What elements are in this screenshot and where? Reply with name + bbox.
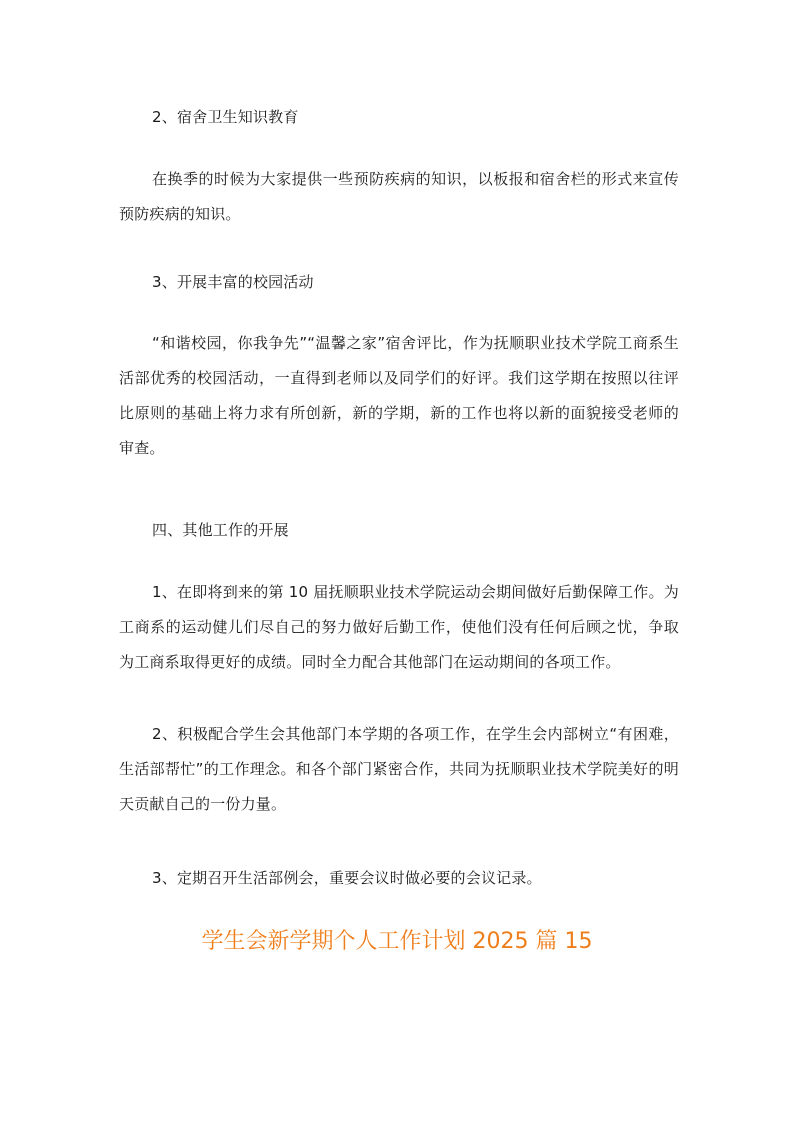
- section-title-other-work: 四、其他工作的开展: [152, 521, 289, 539]
- paragraph-sports-meeting: 1、在即将到来的第 10 届抚顺职业技术学院运动会期间做好后勤保障工作。为工商系的运动健儿们尽自己的努力做好后勤工作，使他们没有任何后顾之忧，争取为工商系取得更好的成绩。同时全力配合其他部门在运动期间的各项工作。: [119, 583, 679, 671]
- next-article-heading: 学生会新学期个人工作计划 2025 篇 15: [201, 929, 593, 954]
- paragraph-campus-activities: “和谐校园，你我争先”“温馨之家”宿舍评比，作为抚顺职业技术学院工商系生活部优秀的校园活动，一直得到老师以及同学们的好评。我们这学期在按照以往评比原则的基础上将力求有所创新，新的学期，新的工作也将以新的面貌接受老师的审查。: [119, 334, 679, 457]
- paragraph-cooperation: 2、积极配合学生会其他部门本学期的各项工作，在学生会内部树立“有困难，生活部帮忙”的工作理念。和各个部门紧密合作，共同为抚顺职业技术学院美好的明天贡献自己的一份力量。: [119, 725, 679, 813]
- paragraph-dorm-hygiene: 在换季的时候为大家提供一些预防疾病的知识，以板报和宿舍栏的形式来宣传预防疾病的知识。: [119, 170, 679, 223]
- section-title-dorm-hygiene: 2、宿舍卫生知识教育: [152, 108, 299, 126]
- paragraph-regular-meeting: 3、定期召开生活部例会，重要会议时做必要的会议记录。: [152, 869, 542, 887]
- section-title-campus-activities: 3、开展丰富的校园活动: [152, 273, 314, 291]
